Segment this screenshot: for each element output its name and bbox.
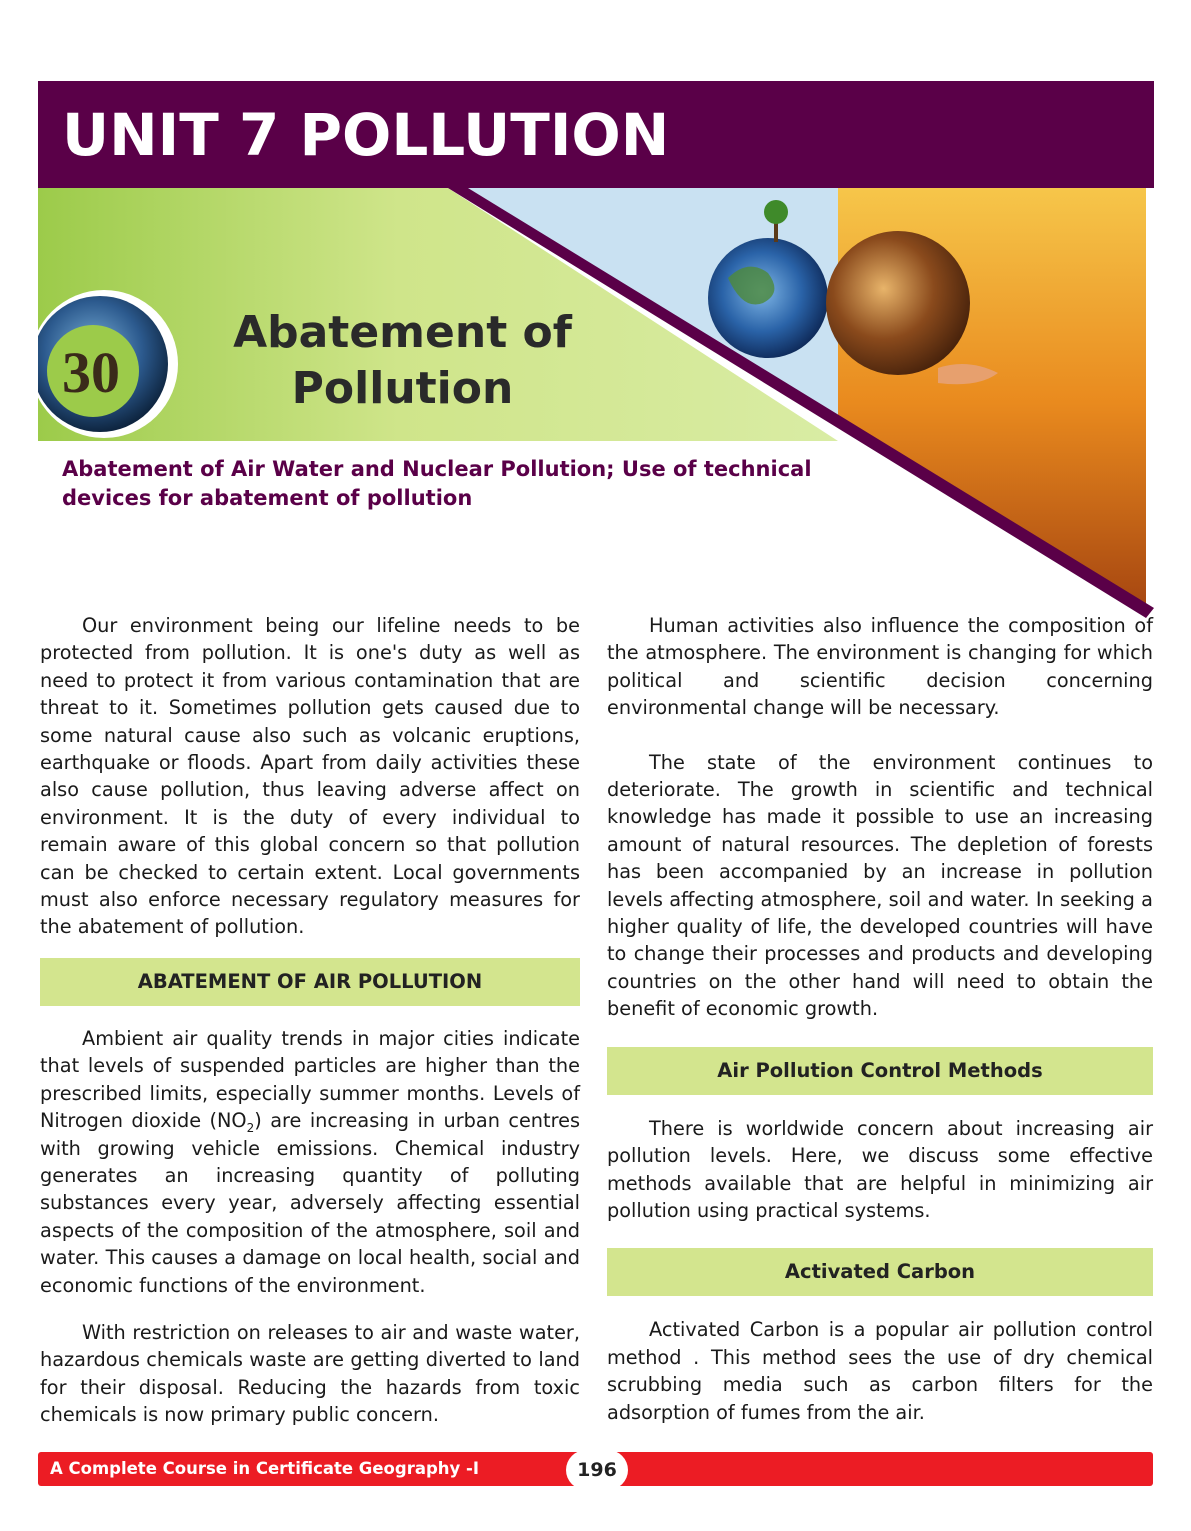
- section-heading-control-methods: Air Pollution Control Methods: [607, 1047, 1153, 1095]
- left-column: [40, 612, 580, 1429]
- chapter-number: 30: [62, 340, 120, 405]
- activated-carbon-paragraph: Activated Carbon is a popular air pollution control method . This method sees the use of dry chemical scrubbing media such as carbon filters for the adsorption of fumes from the air.: [607, 1318, 1153, 1424]
- air-quality-paragraph: Ambient air quality trends in major cities indicate that levels of suspended particles are higher than the prescribed limits, especially summer months. Levels of Nitrogen dioxide $(NO_2)$ are increasing in urban centres with growing vehicle emissions. Chemical industry generates an increasing quantity of polluting substances every year, adversely affecting essential aspects of the composition of the atmosphere, soil and water. This causes a damage on local health, social and economic functions of the environment.: [40, 1026, 580, 1297]
- right-column: [607, 612, 1153, 1426]
- section-heading-air-pollution: ABATEMENT OF AIR POLLUTION: [40, 958, 580, 1006]
- chapter-hero-graphic: [38, 188, 1154, 618]
- state-of-environment-paragraph: The state of the environment continues to deteriorate. The growth in scientific and technical knowledge has made it possible to use an increasing amount of natural resources. The depletion of forests has been accompanied by an increase in pollution levels affecting atmosphere, soil and water. In seeking a higher quality of life, the developed countries will have to change their processes and products and developing countries on the other hand will need to obtain the benefit of economic growth.: [607, 750, 1153, 1021]
- hazardous-chemicals-paragraph: With restriction on releases to air and waste water, hazardous chemicals waste are getting diverted to land for their disposal. Reducing the hazards from toxic chemicals is now primary public concern.: [40, 1320, 580, 1427]
- worldwide-concern-paragraph: There is worldwide concern about increasing air pollution levels. Here, we discuss some effective methods available that are helpful in minimizing air pollution using practical systems.: [607, 1116, 1153, 1222]
- intro-paragraph: Our environment being our lifeline needs to be protected from pollution. It is one's duty as well as need to protect it from various contamination that are threat to it. Sometimes pollution gets caused due to some natural cause also such as volcanic eruptions, earthquake or floods. Apart from daily activities these also cause pollution, thus leaving adverse affect on environment. It is the duty of every individual to remain aware of this global concern so that pollution can be checked to certain extent. Local governments must also enforce necessary regulatory measures for the abatement of pollution.: [40, 614, 580, 939]
- chapter-title-line1: Abatement of: [233, 307, 572, 358]
- chapter-title: [230, 305, 575, 417]
- section-heading-activated-carbon: Activated Carbon: [607, 1248, 1153, 1296]
- unit-title: UNIT 7 POLLUTION: [62, 101, 670, 169]
- page-number: 196: [577, 1459, 617, 1481]
- chapter-title-line2: Pollution: [291, 363, 514, 414]
- chapter-subtitle: Abatement of Air Water and Nuclear Pollution; Use of technical devices for abatement of pollution: [62, 457, 812, 510]
- human-activities-paragraph: Human activities also influence the composition of the atmosphere. The environment is changing for which political and scientific decision concerning environmental change will be necessary.: [607, 614, 1153, 720]
- footer-book-title: A Complete Course in Certificate Geography -I: [50, 1459, 480, 1478]
